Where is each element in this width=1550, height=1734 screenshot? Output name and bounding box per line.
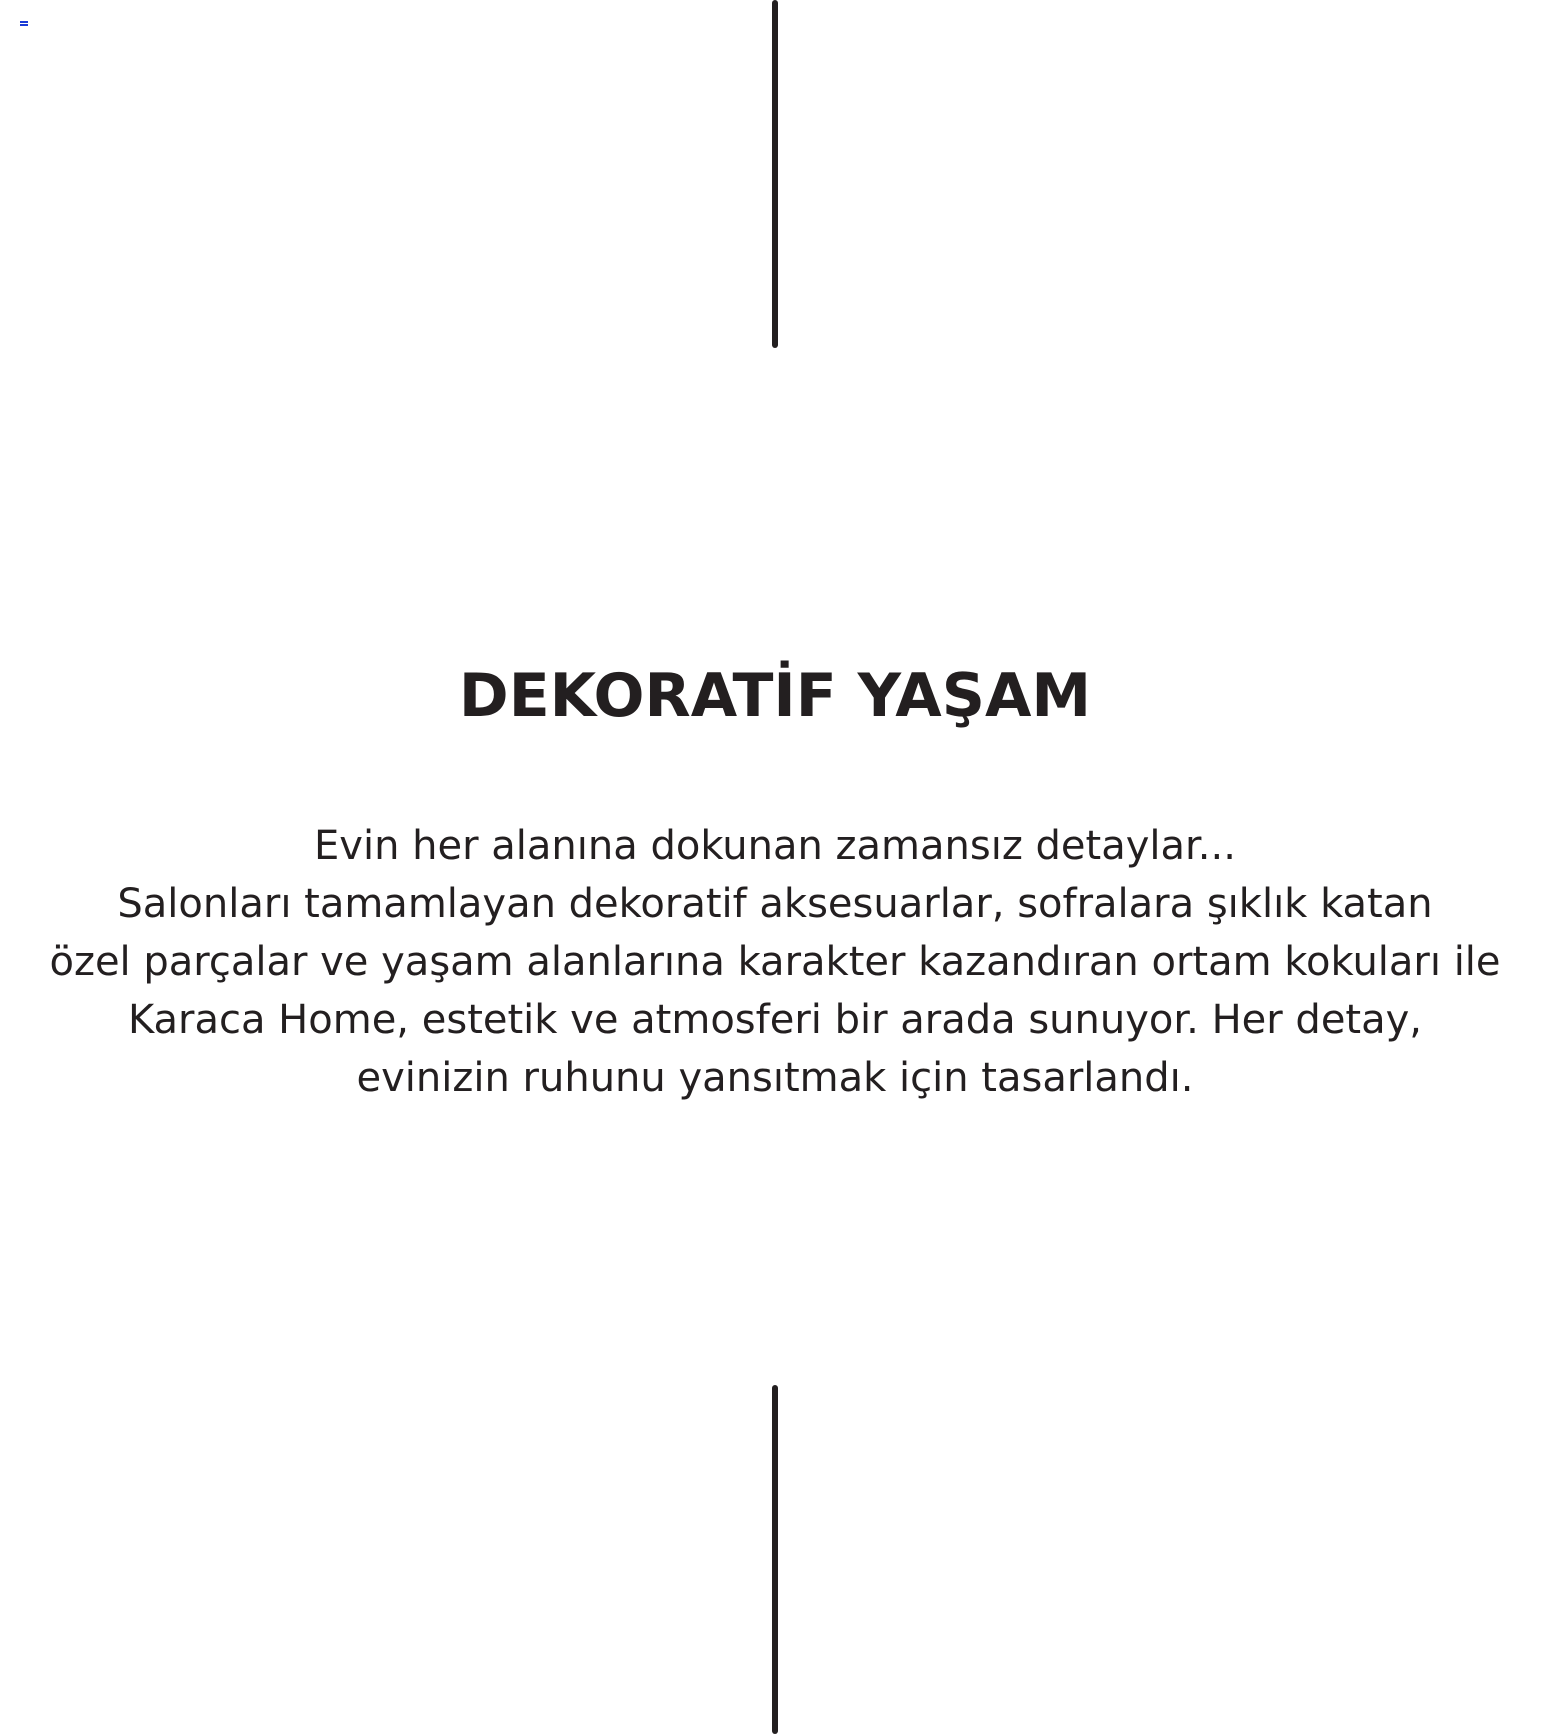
corner-mark-bar-top <box>20 21 28 23</box>
top-vertical-divider <box>772 0 778 348</box>
page-title: DEKORATİF YAŞAM <box>458 661 1092 731</box>
body-paragraph <box>0 817 1550 1107</box>
corner-mark-icon <box>20 21 28 27</box>
body-line-4: Karaca Home, estetik ve atmosferi bir arada sunuyor. Her detay, <box>127 997 1423 1043</box>
body-line-2: Salonları tamamlayan dekoratif aksesuarlar, sofralara şıklık katan <box>117 881 1433 927</box>
bottom-vertical-divider <box>772 1385 778 1734</box>
body-line-1: Evin her alanına dokunan zamansız detaylar... <box>314 823 1236 869</box>
body-line-3: özel parçalar ve yaşam alanlarına karakter kazandıran ortam kokuları ile <box>49 939 1501 985</box>
body-line-5: evinizin ruhunu yansıtmak için tasarlandı. <box>356 1055 1194 1101</box>
corner-mark-bar-bottom <box>20 24 28 26</box>
